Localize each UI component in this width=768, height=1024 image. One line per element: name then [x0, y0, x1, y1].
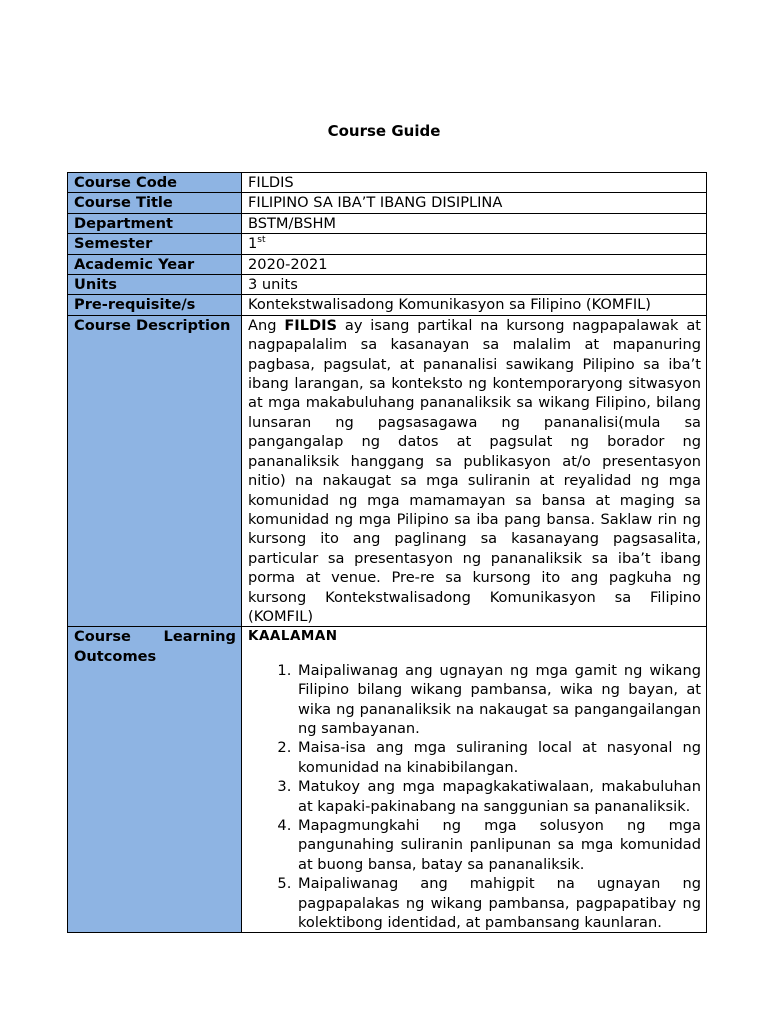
list-item: 5. Maipaliwanag ang mahigpit na ugnayan ng pagpapalakas ng wikang pambansa, pagpapatibay ng kolektibong identidad, at pambansang kaunlaran. [296, 874, 701, 932]
label-units: Units [68, 275, 242, 295]
row-course-title [68, 193, 707, 213]
row-department [68, 213, 707, 233]
row-course-description [68, 315, 707, 627]
row-course-code [68, 173, 707, 193]
course-guide-table [67, 172, 707, 933]
label-academic-year: Academic Year [68, 254, 242, 274]
value-semester [242, 234, 707, 254]
page-title: Course Guide [327, 122, 441, 140]
description-course-name: FILDIS [284, 316, 338, 334]
outcomes-list [248, 661, 701, 933]
value-academic-year: 2020-2021 [242, 254, 707, 274]
value-learning-outcomes [242, 627, 707, 933]
label-course-title: Course Title [68, 193, 242, 213]
value-course-code: FILDIS [242, 173, 707, 193]
label-prerequisite: Pre-requisite/s [68, 295, 242, 315]
value-department: BSTM/BSHM [242, 213, 707, 233]
label-semester: Semester [68, 234, 242, 254]
value-course-description [242, 315, 707, 627]
description-lead: Ang [248, 316, 285, 334]
value-units: 3 units [242, 275, 707, 295]
label-course-code: Course Code [68, 173, 242, 193]
semester-number: 1 [248, 235, 258, 253]
description-body: ay isang partikal na kursong nagpapalawak at nagpapalalim sa kasanayan sa malalim at mapanuring pagbasa, pagsulat, at pananalisi sawikang Pilipino sa iba’t ibang larangan, sa konteksto ng kontemporaryong sitwasyon at mga makabuluhang pananaliksik sa wikang Filipino, bilang lunsaran ng pagsasagawa ng pananalisi(mula sa pangangalap ng datos at pagsulat ng borador ng pananaliksik hanggang sa publikasyon at/o presentasyon nitio) na nakaugat sa mga suliranin at reyalidad ng mga komunidad ng mga mamamayan sa bansa at maging sa komunidad ng mga Pilipino sa iba pang bansa. Saklaw rin ng kursong ito ang paglinang sa kasanayang pagsasalita, particular sa presentasyon ng pananaliksik sa iba’t ibang porma at venue. Pre-re sa kursong ito ang pagkuha ng kursong Kontekstwalisadong Komunikasyon sa Filipino (KOMFIL) [248, 316, 701, 625]
semester-suffix: st [257, 235, 266, 246]
label-course-description: Course Description [68, 315, 242, 627]
row-semester [68, 234, 707, 254]
value-course-title: FILIPINO SA IBA’T IBANG DISIPLINA [242, 193, 707, 213]
row-units [68, 275, 707, 295]
list-item: 2. Maisa-isa ang mga suliraning local at nasyonal ng komunidad na kinabibilangan. [296, 738, 701, 777]
row-academic-year [68, 254, 707, 274]
list-item: 1. Maipaliwanag ang ugnayan ng mga gamit ng wikang Filipino bilang wikang pambansa, wika ng bayan, at wika ng pananaliksik na nakaugat sa pangangailangan ng sambayanan. [296, 661, 701, 739]
list-item: 3. Matukoy ang mga mapagkakatiwalaan, makabuluhan at kapaki-pakinabang na sanggunian sa pananaliksik. [296, 777, 701, 816]
label-department: Department [68, 213, 242, 233]
row-learning-outcomes [68, 627, 707, 933]
row-prerequisite [68, 295, 707, 315]
list-item: 4. Mapagmungkahi ng mga solusyon ng mga pangunahing suliranin panlipunan sa mga komunidad at buong bansa, batay sa pananaliksik. [296, 816, 701, 874]
outcomes-category: KAALAMAN [248, 628, 338, 645]
label-learning-outcomes: Course Learning Outcomes [68, 627, 242, 933]
value-prerequisite: Kontekstwalisadong Komunikasyon sa Filipino (KOMFIL) [242, 295, 707, 315]
